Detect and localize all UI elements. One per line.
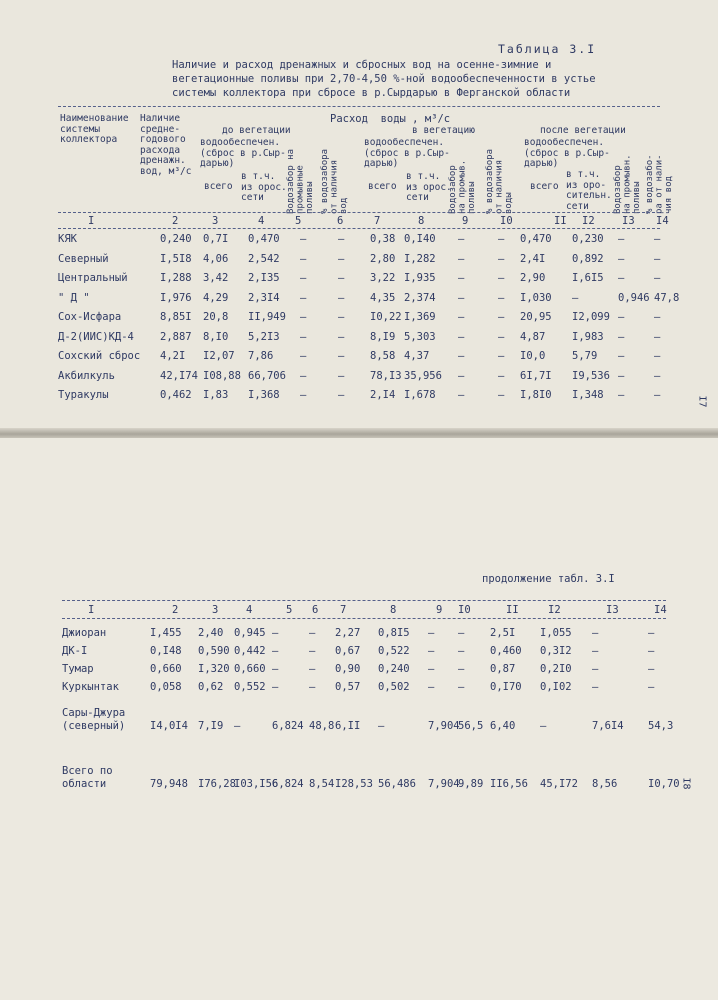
cell: 0,I40	[404, 233, 436, 245]
cell: –	[338, 291, 345, 304]
cell: 0,462	[160, 389, 192, 401]
cell: 0,230	[572, 233, 604, 245]
col-num: 6	[337, 215, 344, 227]
cell: 0,62	[198, 681, 224, 693]
col-num: 4	[258, 215, 265, 227]
cell: –	[498, 389, 505, 401]
cell: I2,07	[203, 350, 235, 362]
col-num: I4	[654, 604, 667, 616]
cell: 4,29	[203, 291, 229, 304]
cell: 56,5	[458, 720, 484, 732]
cell: 42,I74	[160, 369, 198, 382]
cell: 0,552	[234, 681, 266, 693]
cell: I2,099	[572, 311, 610, 323]
col-num: I	[88, 604, 95, 616]
cell: 0,8I5	[378, 627, 410, 639]
cell: I,6I5	[572, 272, 604, 284]
col-num: 2	[172, 215, 179, 227]
cell: I9,536	[572, 369, 610, 382]
cell: –	[234, 720, 241, 732]
cell: I,8I0	[520, 389, 552, 401]
cell: –	[300, 272, 307, 284]
column-numbers-bottom	[0, 604, 718, 618]
col-num: II	[506, 604, 519, 616]
cell: 7,86	[248, 350, 274, 362]
cell: I,320	[198, 663, 230, 675]
cell: I0,0	[520, 350, 546, 362]
cell: –	[572, 291, 579, 304]
cell: 8,I9	[370, 330, 396, 343]
cell: I,030	[520, 291, 552, 304]
cell: –	[592, 645, 599, 657]
header-total-2: всего	[368, 181, 397, 192]
cell: 35,956	[404, 369, 442, 382]
continuation-caption: продолжение табл. 3.I	[482, 573, 615, 585]
cell: 7,I9	[198, 720, 224, 732]
cell: –	[648, 663, 655, 675]
cell: –	[300, 233, 307, 245]
cell: 0,2I0	[540, 663, 572, 675]
cell: –	[428, 627, 435, 639]
row-name: Джиоран	[62, 627, 107, 639]
col-num: 8	[418, 215, 425, 227]
cell: –	[618, 389, 625, 401]
cell: –	[309, 663, 316, 675]
cell: 0,442	[234, 645, 266, 657]
cell: –	[428, 663, 435, 675]
page-sheet-bottom	[0, 438, 718, 1000]
cell: 2,887	[160, 330, 192, 343]
header-incl-1: в т.ч. из орос. сети	[241, 171, 287, 204]
cell: –	[618, 350, 625, 362]
cell: I28,53	[335, 778, 373, 790]
cell: I,455	[150, 627, 182, 639]
header-incl-3: в т.ч. из оро- сительн. сети	[566, 169, 612, 212]
row-name: Тумар	[62, 663, 94, 675]
cell: –	[458, 252, 465, 265]
cell: 2,3I4	[248, 291, 280, 304]
cell: –	[654, 330, 661, 343]
col-num: I2	[582, 215, 595, 227]
cell: 2,374	[404, 291, 436, 304]
cell: –	[458, 311, 465, 323]
cell: 2,80	[370, 252, 396, 265]
col-num: 2	[172, 604, 179, 616]
cell: 0,3I2	[540, 645, 572, 657]
cell: 7,904	[428, 778, 460, 790]
cell: 0,I02	[540, 681, 572, 693]
col-num: I3	[606, 604, 619, 616]
cell: –	[618, 252, 625, 265]
header-average-flow: Наличие средне- годового расхода дренажн. вод, м³/с	[140, 113, 192, 177]
cell: I4,0I4	[150, 720, 188, 732]
col-num: I2	[548, 604, 561, 616]
cell: –	[458, 272, 465, 284]
table-row	[0, 645, 718, 659]
cell: 0,945	[234, 627, 266, 639]
header-name: Наименование системы коллектора	[60, 113, 129, 146]
cell: I76,28	[198, 778, 236, 790]
cell: –	[498, 291, 505, 304]
cell: –	[618, 330, 625, 343]
header-after-vegetation: после вегетации	[540, 125, 626, 136]
cell: –	[378, 720, 385, 732]
cell: 2,542	[248, 252, 280, 265]
cell: 5,79	[572, 350, 598, 362]
cell: –	[618, 233, 625, 245]
cell: –	[338, 252, 345, 265]
cell: –	[300, 311, 307, 323]
cell: –	[648, 627, 655, 639]
cell: 0,660	[150, 663, 182, 675]
cell: 3,22	[370, 272, 396, 284]
col-num: 9	[436, 604, 443, 616]
cell: –	[458, 389, 465, 401]
cell: 0,240	[160, 233, 192, 245]
cell: –	[338, 350, 345, 362]
table-number: Таблица 3.I	[498, 42, 597, 56]
table-row	[0, 663, 718, 677]
cell: 66,706	[248, 369, 286, 382]
cell: –	[458, 645, 465, 657]
cell: –	[338, 369, 345, 382]
cell: 8,I0	[203, 330, 229, 343]
cell: –	[498, 252, 505, 265]
cell: 0,57	[335, 681, 361, 693]
table-row	[0, 707, 718, 732]
row-name: Куркынтак	[62, 681, 119, 693]
cell: I0,70	[648, 778, 680, 790]
cell: –	[498, 369, 505, 382]
table-row	[0, 292, 718, 306]
cell: –	[458, 627, 465, 639]
cell: 2,27	[335, 627, 361, 639]
cell: 4,06	[203, 252, 229, 265]
cell: II6,56	[490, 778, 528, 790]
cell: 8,85I	[160, 311, 192, 323]
title-line-3: системы коллектора при сбросе в р.Сырдарью в Ферганской области	[172, 87, 571, 99]
cell: 2,I4	[370, 389, 396, 401]
table-row	[0, 389, 718, 403]
row-name: Акбилкуль	[58, 369, 115, 382]
cell: 7,6I4	[592, 720, 624, 732]
header-incl-2: в т.ч. из орос. сети	[406, 171, 452, 204]
header-bottom-rule	[58, 212, 660, 213]
cell: 8,54	[309, 778, 335, 790]
cell: 2,5I	[490, 627, 516, 639]
cell: 0,502	[378, 681, 410, 693]
table-row	[0, 331, 718, 345]
cell: 6,II	[335, 720, 361, 732]
col-num: I0	[500, 215, 513, 227]
cell: 6,40	[490, 720, 516, 732]
cell: I,678	[404, 389, 436, 401]
header-pct-1: % водозабора от наличия вод	[320, 148, 349, 214]
cont-top-rule	[62, 600, 666, 601]
cell: 0,38	[370, 233, 396, 245]
cell: –	[654, 311, 661, 323]
table-row	[0, 253, 718, 267]
cell: 3,42	[203, 272, 229, 284]
row-name: Северный	[58, 252, 109, 265]
cell: –	[338, 233, 345, 245]
cell: –	[648, 681, 655, 693]
cell: –	[654, 389, 661, 401]
header-vegetation: в вегетацию	[412, 125, 475, 136]
cell: –	[648, 645, 655, 657]
cell: 2,I35	[248, 272, 280, 284]
table-top-rule	[58, 106, 660, 107]
table-row	[0, 627, 718, 641]
cell: 56,486	[378, 778, 416, 790]
cell: –	[654, 369, 661, 382]
cell: I,055	[540, 627, 572, 639]
page-sheet-top	[0, 0, 718, 430]
cell: 0,522	[378, 645, 410, 657]
title-line-1: Наличие и расход дренажных и сбросных вод на осенне-зимние и	[172, 59, 552, 71]
cell: –	[300, 389, 307, 401]
title-line-2: вегетационные поливы при 2,70-4,50 %-ной водообеспеченности в устье	[172, 73, 596, 85]
cell: 7,904	[428, 720, 460, 732]
header-total-3: всего	[530, 181, 559, 192]
cell: –	[428, 645, 435, 657]
col-num: I3	[622, 215, 635, 227]
row-name: Д-2(ИИС)КД-4	[58, 330, 134, 343]
cell: 8,58	[370, 350, 396, 362]
col-num: 7	[374, 215, 381, 227]
cell: I,348	[572, 389, 604, 401]
row-name: Всего по области	[62, 765, 113, 790]
cell: –	[498, 330, 505, 343]
cell: –	[300, 291, 307, 304]
cell: –	[338, 311, 345, 323]
header-supply-2: водообеспечен. (сброс в р.Сыр- дарью)	[364, 137, 450, 170]
cell: –	[272, 663, 279, 675]
col-num: 7	[340, 604, 347, 616]
cell: 4,37	[404, 350, 430, 362]
col-num: II	[554, 215, 567, 227]
cell: –	[338, 272, 345, 284]
col-num: 3	[212, 215, 219, 227]
cell: –	[309, 645, 316, 657]
cell: 78,I3	[370, 369, 402, 382]
cell: 4,2I	[160, 350, 186, 362]
page-number-bottom: I8	[680, 777, 692, 790]
cell: 0,90	[335, 663, 361, 675]
cell: 0,67	[335, 645, 361, 657]
cell: 0,660	[234, 663, 266, 675]
cell: –	[654, 252, 661, 265]
cell: 45,I72	[540, 778, 578, 790]
cell: 5,2I3	[248, 330, 280, 343]
cell: –	[458, 681, 465, 693]
col-num: I0	[458, 604, 471, 616]
cell: 0,470	[520, 233, 552, 245]
cell: I,83	[203, 389, 229, 401]
cell: –	[300, 252, 307, 265]
cell: 9,89	[458, 778, 484, 790]
cell: 4,35	[370, 291, 396, 304]
cell: 54,3	[648, 720, 674, 732]
cont-numbers-rule	[62, 618, 666, 619]
cell: 6I,7I	[520, 369, 552, 382]
header-before-vegetation: до вегетации	[222, 125, 291, 136]
cell: I03,I56	[234, 778, 279, 790]
header-flow-title: Расход воды , м³/с	[330, 113, 451, 125]
col-num: 5	[295, 215, 302, 227]
cell: –	[300, 369, 307, 382]
table-row	[0, 350, 718, 364]
cell: –	[428, 681, 435, 693]
cell: II,949	[248, 311, 286, 323]
cell: I,369	[404, 311, 436, 323]
cell: –	[272, 627, 279, 639]
cell: –	[654, 272, 661, 284]
cell: –	[592, 681, 599, 693]
header-intake-2: Водозабор на промыв. поливы	[448, 159, 477, 214]
row-name: Туракулы	[58, 389, 109, 401]
cell: I,983	[572, 330, 604, 343]
cell: 0,87	[490, 663, 516, 675]
row-name: " Д "	[58, 291, 90, 304]
header-total-1: всего	[204, 181, 233, 192]
cell: 4,87	[520, 330, 546, 343]
row-name: КЯК	[58, 233, 77, 245]
cell: 0,460	[490, 645, 522, 657]
cell: –	[309, 681, 316, 693]
col-num: 8	[390, 604, 397, 616]
cell: 48,8	[309, 720, 335, 732]
cell: 0,058	[150, 681, 182, 693]
cell: 20,95	[520, 311, 552, 323]
row-name: ДК-I	[62, 645, 88, 657]
col-num: 5	[286, 604, 293, 616]
header-intake-3: Водозабор на промывн. поливы	[613, 154, 642, 214]
cell: –	[654, 233, 661, 245]
cell: –	[498, 311, 505, 323]
cell: 5,303	[404, 330, 436, 343]
col-num: I	[88, 215, 95, 227]
cell: 0,946	[618, 291, 650, 304]
col-num: 4	[246, 604, 253, 616]
row-name: Сохский сброс	[58, 350, 141, 362]
cell: –	[338, 389, 345, 401]
page-number-right: I7	[696, 395, 708, 408]
cell: –	[618, 272, 625, 284]
table-row	[0, 311, 718, 325]
cell: –	[458, 233, 465, 245]
cell: 79,948	[150, 778, 188, 790]
cell: 0,590	[198, 645, 230, 657]
cell: 6,824	[272, 720, 304, 732]
cell: –	[592, 627, 599, 639]
table-row	[0, 681, 718, 695]
cell: –	[458, 369, 465, 382]
table-row	[0, 233, 718, 247]
header-supply-1: водообеспечен. (сброс в р.Сыр- дарью)	[200, 137, 286, 170]
row-name: Сары-Джура (северный)	[62, 707, 126, 732]
cell: 0,I70	[490, 681, 522, 693]
cell: 2,90	[520, 272, 546, 284]
row-name: Сох-Исфара	[58, 311, 122, 323]
cell: –	[458, 663, 465, 675]
cell: 0,240	[378, 663, 410, 675]
cell: –	[272, 645, 279, 657]
cell: –	[272, 681, 279, 693]
cell: –	[300, 330, 307, 343]
col-num: I4	[656, 215, 669, 227]
header-supply-3: водообеспечен. (сброс в р.Сыр- дарью)	[524, 137, 610, 170]
cell: –	[309, 627, 316, 639]
cell: –	[338, 330, 345, 343]
cell: –	[498, 272, 505, 284]
cell: 2,40	[198, 627, 224, 639]
header-intake-1: Водозабор на промывные поливы	[286, 148, 315, 214]
cell: I,368	[248, 389, 280, 401]
numbers-rule	[58, 228, 660, 229]
cell: 0,I48	[150, 645, 182, 657]
cell: –	[498, 233, 505, 245]
cell: I,282	[404, 252, 436, 265]
cell: I,5I8	[160, 252, 192, 265]
row-name: Центральный	[58, 272, 128, 284]
col-num: 6	[312, 604, 319, 616]
cell: –	[458, 350, 465, 362]
cell: –	[300, 350, 307, 362]
header-pct-2: % водозабора от наличия воды	[485, 148, 514, 214]
col-num: 9	[462, 215, 469, 227]
cell: –	[592, 663, 599, 675]
cell: –	[618, 369, 625, 382]
cell: –	[498, 350, 505, 362]
table-row	[0, 272, 718, 286]
col-num: 3	[212, 604, 219, 616]
cell: I,935	[404, 272, 436, 284]
cell: –	[618, 311, 625, 323]
cell: I0,22	[370, 311, 402, 323]
cell: I08,88	[203, 369, 241, 382]
cell: I,976	[160, 291, 192, 304]
table-row	[0, 370, 718, 384]
cell: –	[540, 720, 547, 732]
cell: 0,7I	[203, 233, 229, 245]
cell: 2,4I	[520, 252, 546, 265]
cell: –	[458, 291, 465, 304]
cell: –	[458, 330, 465, 343]
cell: 47,8	[654, 291, 680, 304]
cell: 0,892	[572, 252, 604, 265]
header-pct-3: % водозабо- ра от нали- чия вод	[645, 154, 674, 214]
cell: 6,824	[272, 778, 304, 790]
column-numbers-top	[0, 215, 718, 229]
cell: 8,56	[592, 778, 618, 790]
cell: I,288	[160, 272, 192, 284]
cell: 0,470	[248, 233, 280, 245]
cell: 20,8	[203, 311, 229, 323]
cell: –	[654, 350, 661, 362]
